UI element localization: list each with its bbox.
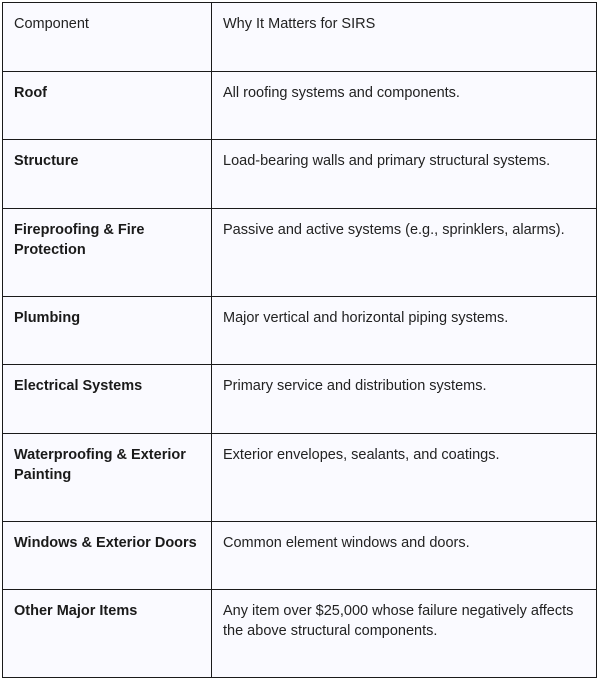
table-row	[3, 208, 597, 296]
header-component: Component	[3, 3, 212, 72]
row-why: Any item over $25,000 whose failure negatively affects the above structural components.	[212, 590, 597, 678]
table-row	[3, 296, 597, 365]
row-component: Windows & Exterior Doors	[3, 521, 212, 590]
row-why: Common element windows and doors.	[212, 521, 597, 590]
row-why: All roofing systems and components.	[212, 71, 597, 140]
row-why: Exterior envelopes, sealants, and coatings.	[212, 433, 597, 521]
table-row	[3, 521, 597, 590]
table-row	[3, 433, 597, 521]
row-component: Other Major Items	[3, 590, 212, 678]
row-component: Electrical Systems	[3, 365, 212, 434]
sirs-components-table-wrapper	[2, 2, 597, 678]
table-header-row	[3, 3, 597, 72]
row-component: Fireproofing & Fire Protection	[3, 208, 212, 296]
row-component: Roof	[3, 71, 212, 140]
sirs-components-table	[2, 2, 597, 678]
table-row	[3, 140, 597, 209]
row-component: Waterproofing & Exterior Painting	[3, 433, 212, 521]
table-row	[3, 365, 597, 434]
header-why: Why It Matters for SIRS	[212, 3, 597, 72]
row-why: Load-bearing walls and primary structural systems.	[212, 140, 597, 209]
row-component: Plumbing	[3, 296, 212, 365]
table-row	[3, 71, 597, 140]
row-component: Structure	[3, 140, 212, 209]
table-row	[3, 590, 597, 678]
row-why: Passive and active systems (e.g., sprinklers, alarms).	[212, 208, 597, 296]
row-why: Primary service and distribution systems.	[212, 365, 597, 434]
row-why: Major vertical and horizontal piping systems.	[212, 296, 597, 365]
